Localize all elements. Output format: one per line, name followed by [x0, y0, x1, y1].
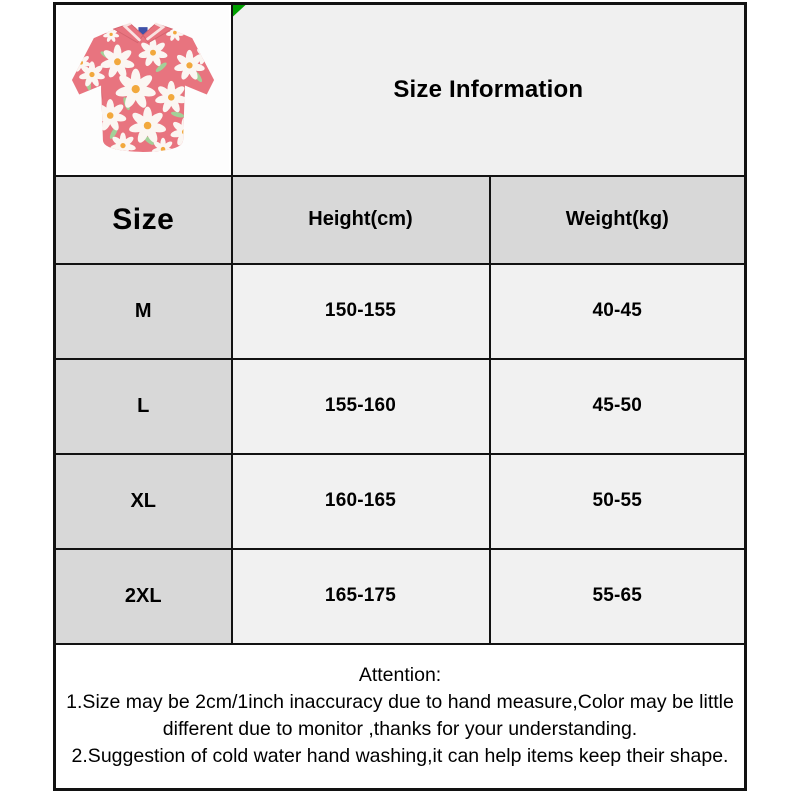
size-label: L: [55, 359, 232, 454]
page-title: Size Information: [393, 75, 584, 103]
attention-item-1: 1.Size may be 2cm/1inch inaccuracy due to hand measure,Color may be little different due to monitor ,thanks for your understanding.: [66, 691, 734, 741]
product-image-cell: [55, 4, 232, 176]
table-row-l: [55, 359, 746, 454]
table-row-2xl: [55, 549, 746, 644]
column-header-size: Size: [55, 176, 232, 264]
height-value: 160-165: [232, 454, 490, 549]
size-information-title-cell: [232, 4, 746, 176]
weight-value: 40-45: [490, 264, 746, 359]
size-label: 2XL: [55, 549, 232, 644]
column-header-weight: Weight(kg): [490, 176, 746, 264]
attention-item-2: 2.Suggestion of cold water hand washing,it can help items keep their shape.: [71, 745, 729, 768]
attention-cell: [55, 644, 746, 790]
size-information-table: [53, 2, 747, 791]
title-row: [55, 4, 746, 176]
weight-value: 55-65: [490, 549, 746, 644]
size-label: XL: [55, 454, 232, 549]
column-header-height: Height(cm): [232, 176, 490, 264]
attention-title: Attention:: [358, 664, 442, 687]
green-corner-marker-icon: [233, 5, 246, 17]
attention-row: [55, 644, 746, 790]
height-value: 150-155: [232, 264, 490, 359]
weight-value: 45-50: [490, 359, 746, 454]
product-image: [58, 7, 229, 173]
height-value: 165-175: [232, 549, 490, 644]
weight-value: 50-55: [490, 454, 746, 549]
column-header-row: [55, 176, 746, 264]
table-row-xl: [55, 454, 746, 549]
size-label: M: [55, 264, 232, 359]
floral-shirt-image: [61, 11, 225, 169]
table-row-m: [55, 264, 746, 359]
height-value: 155-160: [232, 359, 490, 454]
